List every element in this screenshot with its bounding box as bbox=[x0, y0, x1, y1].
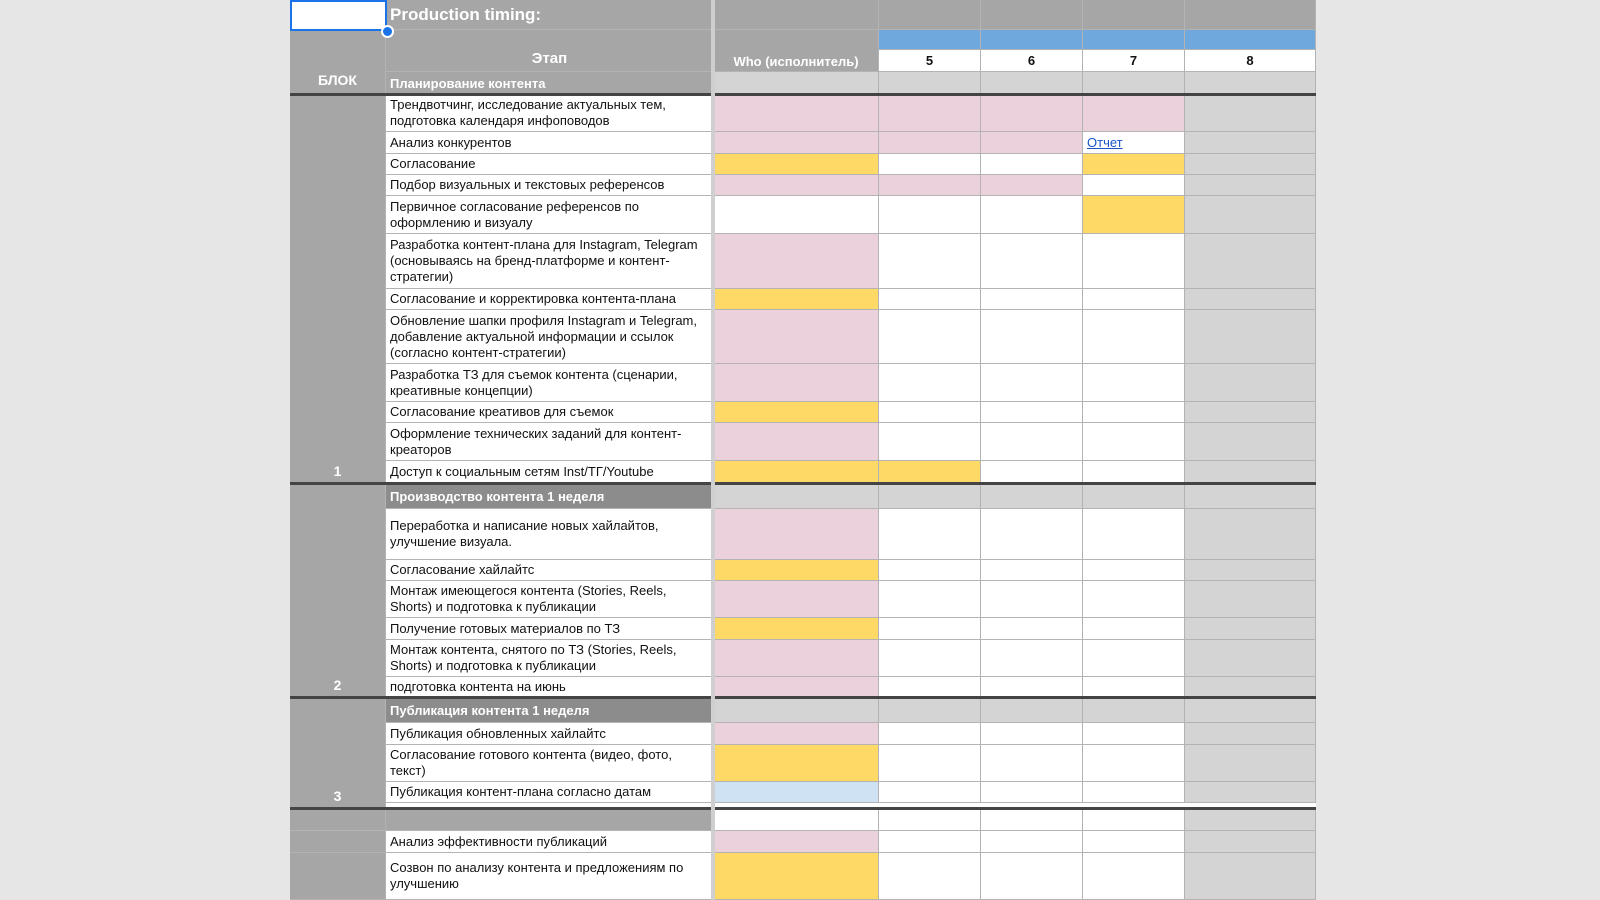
block-cell[interactable] bbox=[290, 853, 386, 900]
spreadsheet-grid bbox=[290, 0, 1316, 900]
week-cell[interactable] bbox=[879, 310, 981, 364]
section-divider bbox=[290, 807, 1316, 810]
section-header: Публикация контента 1 неделя bbox=[386, 698, 714, 723]
week-cell[interactable] bbox=[1083, 461, 1185, 484]
week-cell[interactable] bbox=[1185, 560, 1316, 581]
week-col-5: 5 bbox=[879, 50, 981, 72]
who-cell[interactable] bbox=[714, 423, 879, 461]
stage-cell[interactable]: Созвон по анализу контента и предложениям по улучшению bbox=[386, 853, 714, 900]
week-cell[interactable] bbox=[1185, 853, 1316, 900]
stage-cell[interactable]: Публикация контент-плана согласно датам bbox=[386, 782, 714, 803]
week-cell[interactable] bbox=[981, 402, 1083, 423]
week-cell[interactable] bbox=[879, 175, 981, 196]
block-cell[interactable] bbox=[290, 831, 386, 853]
section-cell[interactable] bbox=[1083, 698, 1185, 723]
who-cell[interactable] bbox=[714, 310, 879, 364]
week-cell[interactable] bbox=[981, 364, 1083, 402]
week-cell[interactable] bbox=[1083, 782, 1185, 803]
week-cell[interactable] bbox=[1185, 95, 1316, 132]
week-band bbox=[1083, 30, 1185, 50]
week-cell[interactable] bbox=[1185, 831, 1316, 853]
week-cell[interactable] bbox=[879, 831, 981, 853]
week-cell[interactable] bbox=[879, 745, 981, 782]
stage-cell[interactable]: Согласование и корректировка контента-плана bbox=[386, 289, 714, 310]
section-divider bbox=[290, 93, 1316, 96]
week-cell[interactable] bbox=[981, 745, 1083, 782]
who-cell[interactable] bbox=[714, 723, 879, 745]
week-cell[interactable] bbox=[981, 196, 1083, 234]
stage-cell[interactable]: Согласование bbox=[386, 154, 714, 175]
section-cell[interactable] bbox=[981, 698, 1083, 723]
sheet-title: Production timing: bbox=[386, 0, 714, 30]
week-cell[interactable] bbox=[1083, 677, 1185, 698]
header-cell bbox=[1083, 0, 1185, 30]
week-cell[interactable] bbox=[879, 132, 981, 154]
week-cell[interactable] bbox=[879, 581, 981, 618]
week-cell[interactable] bbox=[1185, 723, 1316, 745]
week-cell[interactable] bbox=[879, 723, 981, 745]
stage-column-header: Этап bbox=[386, 30, 714, 72]
week-cell[interactable] bbox=[879, 196, 981, 234]
week-cell[interactable] bbox=[981, 560, 1083, 581]
week-cell[interactable] bbox=[981, 809, 1083, 831]
week-cell[interactable] bbox=[879, 618, 981, 640]
stage-cell[interactable]: Разработка ТЗ для съемок контента (сценарии, креативные концепции) bbox=[386, 364, 714, 402]
week-cell[interactable] bbox=[1083, 95, 1185, 132]
week-cell[interactable] bbox=[1185, 310, 1316, 364]
week-cell[interactable] bbox=[879, 95, 981, 132]
week-cell[interactable] bbox=[879, 509, 981, 560]
week-band bbox=[1185, 30, 1316, 50]
week-cell[interactable] bbox=[1083, 509, 1185, 560]
week-cell[interactable] bbox=[1083, 723, 1185, 745]
week-cell[interactable] bbox=[1083, 831, 1185, 853]
who-cell[interactable] bbox=[714, 745, 879, 782]
section-divider bbox=[290, 696, 1316, 699]
week-cell[interactable] bbox=[1185, 782, 1316, 803]
stage-cell[interactable]: Согласование креативов для съемок bbox=[386, 402, 714, 423]
week-cell[interactable] bbox=[1083, 640, 1185, 677]
week-cell[interactable] bbox=[879, 782, 981, 803]
week-cell[interactable] bbox=[981, 831, 1083, 853]
stage-cell[interactable]: Доступ к социальным сетям Inst/ТГ/Youtube bbox=[386, 461, 714, 484]
header-cell bbox=[981, 0, 1083, 30]
week-cell[interactable] bbox=[879, 154, 981, 175]
week-cell[interactable] bbox=[981, 175, 1083, 196]
week-cell[interactable] bbox=[1083, 175, 1185, 196]
week-cell[interactable] bbox=[1083, 581, 1185, 618]
week-col-7: 7 bbox=[1083, 50, 1185, 72]
who-cell[interactable] bbox=[714, 95, 879, 132]
week-cell[interactable] bbox=[1083, 289, 1185, 310]
week-cell[interactable] bbox=[981, 618, 1083, 640]
stage-cell[interactable]: Разработка контент-плана для Instagram, Telegram (основываясь на бренд-платформе и контент-стратегии) bbox=[386, 234, 714, 289]
week-cell[interactable] bbox=[1083, 423, 1185, 461]
block-cell[interactable] bbox=[290, 809, 386, 831]
week-cell[interactable] bbox=[981, 310, 1083, 364]
week-cell[interactable] bbox=[1083, 853, 1185, 900]
who-cell[interactable] bbox=[714, 831, 879, 853]
stage-cell[interactable]: Публикация обновленных хайлайтс bbox=[386, 723, 714, 745]
stage-cell[interactable]: Согласование готового контента (видео, фото, текст) bbox=[386, 745, 714, 782]
week-col-8: 8 bbox=[1185, 50, 1316, 72]
week-cell[interactable] bbox=[1083, 132, 1185, 154]
week-cell[interactable] bbox=[1185, 509, 1316, 560]
section-cell[interactable] bbox=[714, 72, 879, 95]
stage-cell[interactable]: Анализ конкурентов bbox=[386, 132, 714, 154]
week-cell[interactable] bbox=[981, 154, 1083, 175]
section-cell[interactable] bbox=[981, 72, 1083, 95]
section-header: Производство контента 1 неделя bbox=[386, 484, 714, 509]
who-cell[interactable] bbox=[714, 782, 879, 803]
week-cell[interactable] bbox=[1083, 809, 1185, 831]
week-cell[interactable] bbox=[1185, 423, 1316, 461]
who-column-header: Who (исполнитель) bbox=[714, 30, 879, 72]
who-cell[interactable] bbox=[714, 132, 879, 154]
block-number-cell[interactable]: 2 bbox=[290, 484, 386, 698]
stage-cell[interactable]: Оформление технических заданий для контент-креаторов bbox=[386, 423, 714, 461]
who-cell[interactable] bbox=[714, 809, 879, 831]
who-cell[interactable] bbox=[714, 640, 879, 677]
who-cell[interactable] bbox=[714, 677, 879, 698]
week-cell[interactable] bbox=[1185, 196, 1316, 234]
week-band bbox=[981, 30, 1083, 50]
stage-cell[interactable]: Монтаж имеющегося контента (Stories, Reels, Shorts) и подготовка к публикации bbox=[386, 581, 714, 618]
week-cell[interactable] bbox=[1083, 364, 1185, 402]
cell-selection-outline bbox=[290, 0, 387, 31]
header-cell bbox=[1185, 0, 1316, 30]
week-cell[interactable] bbox=[981, 289, 1083, 310]
week-cell[interactable] bbox=[981, 132, 1083, 154]
section-cell[interactable] bbox=[879, 484, 981, 509]
who-cell[interactable] bbox=[714, 196, 879, 234]
stage-cell[interactable]: Монтаж контента, снятого по ТЗ (Stories, Reels, Shorts) и подготовка к публикации bbox=[386, 640, 714, 677]
who-cell[interactable] bbox=[714, 618, 879, 640]
frozen-column-separator[interactable] bbox=[711, 0, 715, 900]
week-cell[interactable] bbox=[1185, 745, 1316, 782]
section-cell[interactable] bbox=[1185, 484, 1316, 509]
who-cell[interactable] bbox=[714, 289, 879, 310]
section-header: Планирование контента bbox=[386, 72, 714, 95]
week-cell[interactable] bbox=[879, 640, 981, 677]
week-cell[interactable] bbox=[879, 853, 981, 900]
who-cell[interactable] bbox=[714, 461, 879, 484]
block-number-cell[interactable]: 3 bbox=[290, 698, 386, 809]
stage-cell[interactable]: Получение готовых материалов по ТЗ bbox=[386, 618, 714, 640]
section-cell[interactable] bbox=[714, 698, 879, 723]
header-cell bbox=[879, 0, 981, 30]
week-cell[interactable] bbox=[879, 364, 981, 402]
section-cell[interactable] bbox=[1185, 72, 1316, 95]
header-cell bbox=[714, 0, 879, 30]
week-cell[interactable] bbox=[1083, 560, 1185, 581]
week-cell[interactable] bbox=[1185, 677, 1316, 698]
section-cell[interactable] bbox=[981, 484, 1083, 509]
week-cell[interactable] bbox=[981, 581, 1083, 618]
fill-handle[interactable] bbox=[381, 25, 394, 38]
week-cell[interactable] bbox=[981, 677, 1083, 698]
week-cell[interactable] bbox=[1083, 234, 1185, 289]
who-cell[interactable] bbox=[714, 560, 879, 581]
week-cell[interactable] bbox=[1083, 745, 1185, 782]
week-cell[interactable] bbox=[879, 809, 981, 831]
who-cell[interactable] bbox=[714, 853, 879, 900]
week-cell[interactable] bbox=[1185, 132, 1316, 154]
week-cell[interactable] bbox=[1185, 364, 1316, 402]
week-cell[interactable] bbox=[981, 95, 1083, 132]
week-cell[interactable] bbox=[1185, 618, 1316, 640]
section-divider bbox=[290, 482, 1316, 485]
week-cell[interactable] bbox=[981, 723, 1083, 745]
who-cell[interactable] bbox=[714, 364, 879, 402]
who-cell[interactable] bbox=[714, 154, 879, 175]
week-cell[interactable] bbox=[1185, 402, 1316, 423]
week-cell[interactable] bbox=[879, 402, 981, 423]
week-cell[interactable] bbox=[1185, 289, 1316, 310]
week-cell[interactable] bbox=[981, 461, 1083, 484]
week-cell[interactable] bbox=[981, 782, 1083, 803]
week-cell[interactable] bbox=[879, 677, 981, 698]
week-cell[interactable] bbox=[1083, 196, 1185, 234]
stage-cell[interactable]: Первичное согласование референсов по оформлению и визуалу bbox=[386, 196, 714, 234]
section-cell[interactable] bbox=[1083, 72, 1185, 95]
week-cell[interactable] bbox=[1185, 175, 1316, 196]
who-cell[interactable] bbox=[714, 509, 879, 560]
section-cell[interactable] bbox=[879, 698, 981, 723]
week-cell[interactable] bbox=[1185, 581, 1316, 618]
week-band bbox=[879, 30, 981, 50]
week-cell[interactable] bbox=[1083, 310, 1185, 364]
stage-cell[interactable]: подготовка контента на июнь bbox=[386, 677, 714, 698]
section-cell[interactable] bbox=[714, 484, 879, 509]
week-cell[interactable] bbox=[981, 423, 1083, 461]
week-cell[interactable] bbox=[981, 640, 1083, 677]
who-cell[interactable] bbox=[714, 175, 879, 196]
block-column-header: БЛОК bbox=[290, 30, 386, 95]
who-cell[interactable] bbox=[714, 581, 879, 618]
week-cell[interactable] bbox=[879, 560, 981, 581]
section-cell[interactable] bbox=[1083, 484, 1185, 509]
week-cell[interactable] bbox=[1083, 402, 1185, 423]
stage-cell[interactable]: Обновление шапки профиля Instagram и Telegram, добавление актуальной информации и ссылок (согласно контент-стратегии) bbox=[386, 310, 714, 364]
week-cell[interactable] bbox=[981, 234, 1083, 289]
report-link[interactable]: Отчет bbox=[1087, 135, 1123, 150]
week-cell[interactable] bbox=[879, 461, 981, 484]
stage-cell[interactable]: Подбор визуальных и текстовых референсов bbox=[386, 175, 714, 196]
stage-cell[interactable]: Согласование хайлайтс bbox=[386, 560, 714, 581]
who-cell[interactable] bbox=[714, 402, 879, 423]
week-cell[interactable] bbox=[981, 509, 1083, 560]
section-cell[interactable] bbox=[879, 72, 981, 95]
week-cell[interactable] bbox=[1185, 234, 1316, 289]
week-cell[interactable] bbox=[879, 234, 981, 289]
week-cell[interactable] bbox=[1185, 154, 1316, 175]
week-cell[interactable] bbox=[879, 289, 981, 310]
stage-cell[interactable] bbox=[386, 809, 714, 831]
week-cell[interactable] bbox=[1185, 809, 1316, 831]
week-cell[interactable] bbox=[981, 853, 1083, 900]
week-cell[interactable] bbox=[1185, 640, 1316, 677]
week-cell[interactable] bbox=[1083, 618, 1185, 640]
week-cell[interactable] bbox=[879, 423, 981, 461]
stage-cell[interactable]: Трендвотчинг, исследование актуальных тем, подготовка календаря инфоповодов bbox=[386, 95, 714, 132]
week-cell[interactable] bbox=[1083, 154, 1185, 175]
who-cell[interactable] bbox=[714, 234, 879, 289]
stage-cell[interactable]: Переработка и написание новых хайлайтов, улучшение визуала. bbox=[386, 509, 714, 560]
stage-cell[interactable]: Анализ эффективности публикаций bbox=[386, 831, 714, 853]
block-number-cell[interactable]: 1 bbox=[290, 95, 386, 484]
week-col-6: 6 bbox=[981, 50, 1083, 72]
week-cell[interactable] bbox=[1185, 461, 1316, 484]
section-cell[interactable] bbox=[1185, 698, 1316, 723]
